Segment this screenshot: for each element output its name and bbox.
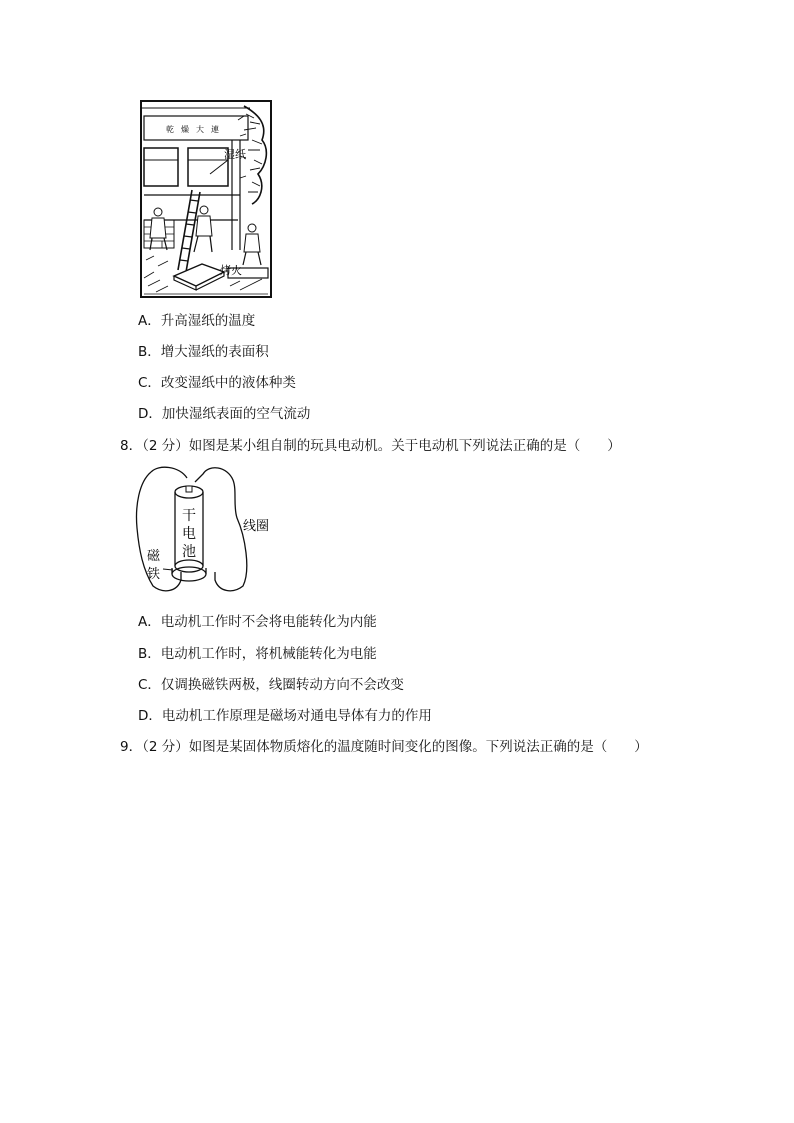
woodcut-svg: [140, 100, 272, 298]
fire-label: 烤火: [220, 264, 242, 277]
paper-drying-illustration: [140, 100, 272, 298]
toy-motor-diagram: [133, 466, 283, 594]
q7-option-b: B．增大湿纸的表面积: [138, 344, 269, 360]
q7-option-d: D．加快湿纸表面的空气流动: [138, 406, 311, 422]
q8-option-c: C．仅调换磁铁两极，线圈转动方向不会改变: [138, 677, 404, 693]
q7-option-a: A．升高湿纸的温度: [138, 313, 256, 329]
magnet-label-2: 铁: [147, 567, 161, 582]
q9-stem: 9．（2 分）如图是某固体物质熔化的温度随时间变化的图像。下列说法正确的是（ ）: [120, 739, 648, 755]
coil-label: 线圈: [243, 519, 270, 534]
magnet-label-1: 磁: [147, 549, 161, 564]
q7-option-c: C．改变湿纸中的液体种类: [138, 375, 296, 391]
battery-label-2: 电: [182, 526, 196, 542]
banner-text: 乾燥大連: [166, 125, 226, 134]
q8-stem: 8．（2 分）如图是某小组自制的玩具电动机。关于电动机下列说法正确的是（ ）: [120, 438, 621, 454]
q8-option-b: B．电动机工作时，将机械能转化为电能: [138, 646, 377, 662]
motor-svg: [133, 466, 283, 594]
q8-option-d: D．电动机工作原理是磁场对通电导体有力的作用: [138, 708, 432, 724]
q8-option-a: A．电动机工作时不会将电能转化为内能: [138, 614, 377, 630]
battery-label-1: 干: [182, 508, 196, 524]
battery-label-3: 池: [182, 544, 196, 560]
wet-paper-label: 湿纸: [224, 148, 246, 161]
